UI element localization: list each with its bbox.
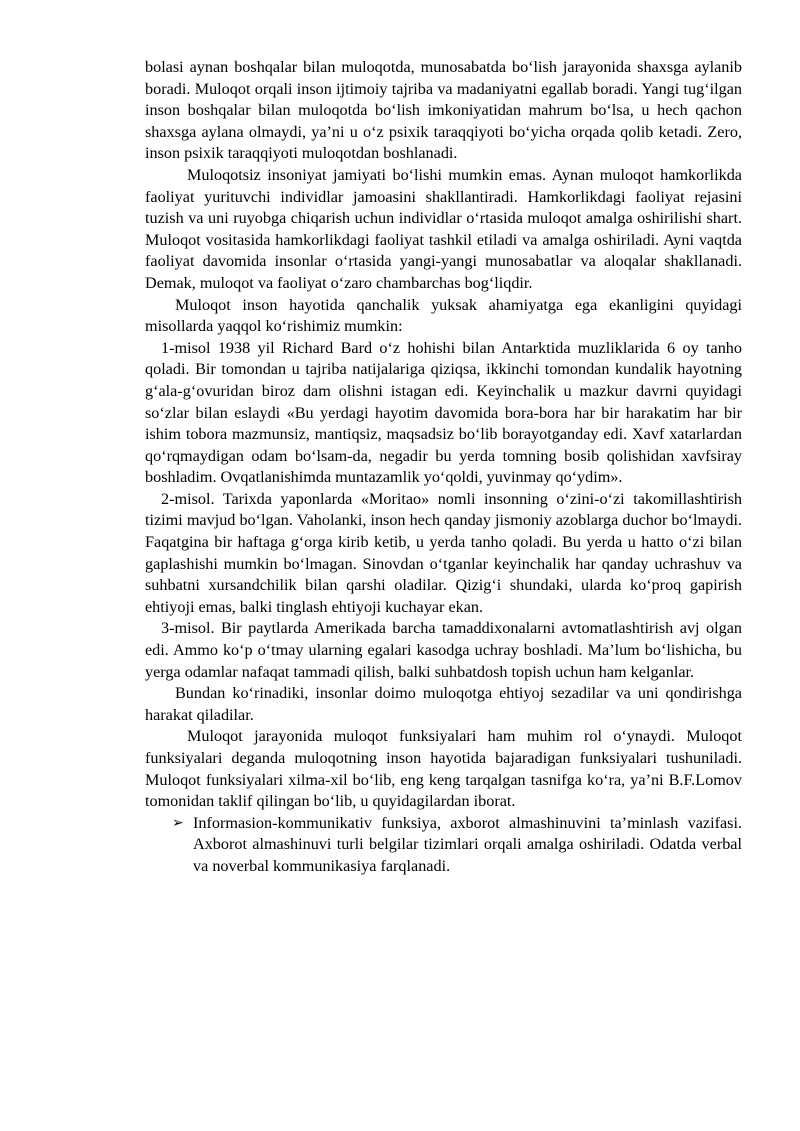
paragraph-functions: Muloqot jarayonida muloqot funksiyalari ham muhim rol o‘ynaydi. Muloqot funksiyalari deganda muloqotning inson hayotida bajaradigan funksiyalari tushuniladi. Muloqot funksiyalari xilma-xil bo‘lib, eng keng tarqalgan tasnifga ko‘ra, ya’ni B.F.Lomov tomonidan taklif qilingan bo‘lib, u quyidagilardan iborat.: [145, 727, 742, 811]
body-text: [145, 57, 742, 878]
bullet-text: Informasion-kommunikativ funksiya, axborot almashinuvini ta’minlash vazifasi. Axborot almashinuvi turli belgilar tizimlari orqali amalga oshiriladi. Odatda verbal va noverbal kommunikasiya farqlanadi.: [193, 813, 742, 875]
paragraph-society: Muloqotsiz insoniyat jamiyati bo‘lishi mumkin emas. Aynan muloqot hamkorlikda faoliyat yurituvchi individlar jamoasini shakllantiradi. Hamkorlikdagi faoliyat rejasini tuzish va uni ruyobga chiqarish uchun individlar o‘rtasida muloqot amalga oshirilishi shart. Muloqot vositasida hamkorlikdagi faoliyat tashkil etiladi va amalga oshiriladi. Ayni vaqtda faoliyat davomida insonlar o‘rtasida yangi-yangi munosabatlar va aloqalar shakllanadi. Demak, muloqot va faoliyat o‘zaro chambarchas bog‘liqdir.: [145, 165, 742, 292]
paragraph-intro: bolasi aynan boshqalar bilan muloqotda, munosabatda bo‘lish jarayonida shaxsga aylanib boradi. Muloqot orqali inson ijtimoiy tajriba va madaniyatni egallab boradi. Yangi tug‘ilgan inson boshqalar bilan muloqotda bo‘lish imkoniyatidan mahrum bo‘lsa, u hech qachon shaxsga aylana olmaydi, ya’ni u o‘z psixik taraqqiyoti bo‘yicha orqada qolib ketadi. Zero, inson psixik taraqqiyoti muloqotdan boshlanadi.: [145, 58, 742, 163]
paragraph-example-1: 1-misol 1938 yil Richard Bard o‘z hohishi bilan Antarktida muzliklarida 6 oy tanho qoladi. Bir tomondan u tajriba natijalariga qiziqsa, ikkinchi tomondan kundalik hayotning g‘ala-g‘ovuridan biroz dam olishni istagan edi. Keyinchalik u mazkur davrni quyidagi so‘zlar bilan eslaydi «Bu yerdagi hayotim davomida bora-bora har bir harakatim har bir ishim tobora mazmunsiz, mantiqsiz, maqsadsiz bo‘lib borayotganday edi. Xavf xatarlardan qo‘rqmaydigan odam bo‘lsam-da, negadir bu yerda tomning bosib qolishidan xavfsiray boshladim. Ovqatlanishimda muntazamlik yo‘qoldi, yuvinmay qo‘ydim».: [145, 338, 742, 487]
bullet-item: [145, 813, 742, 878]
paragraph-example-2: 2-misol. Tarixda yaponlarda «Moritao» nomli insonning o‘zini-o‘zi takomillashtirish tizimi mavjud bo‘lgan. Vaholanki, inson hech qanday jismoniy azoblarga duchor bo‘lmaydi. Faqatgina bir haftaga g‘orga kirib ketib, u yerda tanho qoladi. Bu yerda u hatto o‘zi bilan gaplashishi mumkin bo‘lmagan. Sinovdan o‘tganlar keyinchalik har qanday uchrashuv va suhbatni xursandchilik bilan qarshi oladilar. Qizig‘i shundaki, ularda ko‘proq gapirish ehtiyoji emas, balki tinglash ehtiyoji kuchayar ekan.: [145, 489, 742, 616]
paragraph-examples-intro: Muloqot inson hayotida qanchalik yuksak ahamiyatga ega ekanligini quyidagi misollarda yaqqol ko‘rishimiz mumkin:: [145, 295, 742, 336]
paragraph-example-3: 3-misol. Bir paytlarda Amerikada barcha tamaddixonalarni avtomatlashtirish avj olgan edi. Ammo ko‘p o‘tmay ularning egalari kasodga uchray boshladi. Ma’lum bo‘lishicha, bu yerga odamlar nafaqat tammadi qilish, balki suhbatdosh topish uchun ham kelganlar.: [145, 619, 742, 681]
paragraph-conclusion: Bundan ko‘rinadiki, insonlar doimo muloqotga ehtiyoj sezadilar va uni qondirishga harakat qiladilar.: [145, 684, 742, 724]
arrow-bullet-icon: ➢: [172, 814, 184, 831]
